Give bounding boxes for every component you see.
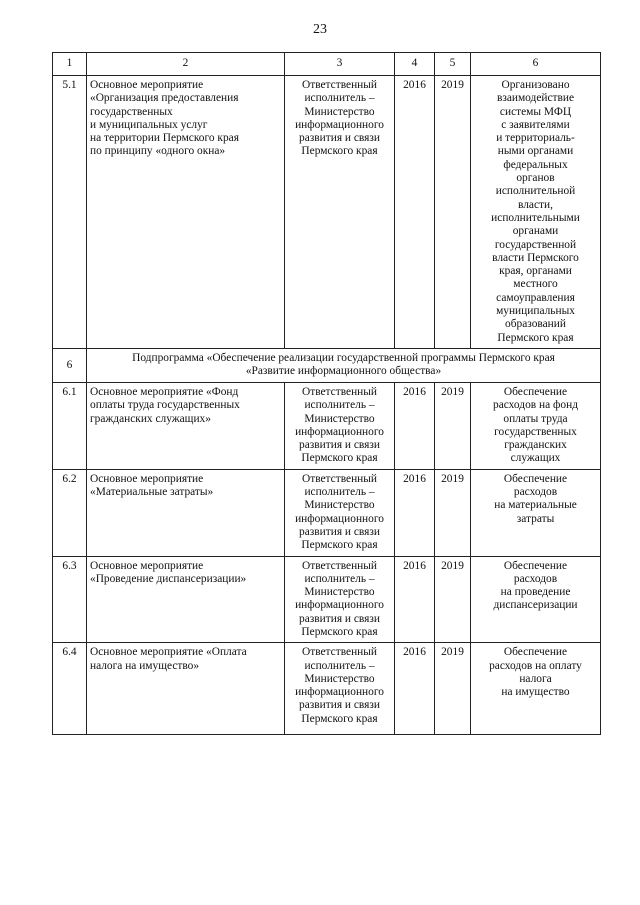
start-year: 2016 — [395, 643, 435, 735]
executor-line: исполнитель – — [304, 659, 375, 672]
start-year: 2016 — [395, 382, 435, 469]
subprogram-title-line: «Развитие информационного общества» — [245, 365, 442, 378]
header-col-4: 4 — [395, 53, 435, 76]
expected-result-line: расходов на фонд — [493, 399, 578, 412]
measure-name-line: Основное мероприятие — [90, 559, 204, 572]
measure-name-line: государственных — [90, 105, 173, 118]
page-number: 23 — [313, 22, 327, 37]
table-row — [53, 76, 601, 349]
program-table — [52, 52, 601, 735]
executor-line: Ответственный — [301, 472, 378, 485]
executor-line: Министерство — [304, 586, 375, 599]
measure-name-line: по принципу «одного окна» — [90, 145, 226, 158]
executor-line: Министерство — [304, 672, 375, 685]
expected-result-line: исполнительными — [491, 211, 580, 224]
executor-line: развития и связи — [299, 699, 380, 712]
executor-line: информационного — [295, 686, 384, 699]
executor-line: информационного — [295, 425, 384, 438]
executor-line: Министерство — [304, 499, 375, 512]
executor-line: Ответственный — [301, 385, 378, 398]
table-row — [53, 643, 601, 735]
expected-result-line: и территориаль- — [496, 132, 575, 145]
expected-result-line: оплаты труда — [503, 412, 568, 425]
expected-result-line: самоуправления — [496, 291, 575, 304]
expected-result-line: Обеспечение — [503, 385, 568, 398]
header-col-1: 1 — [53, 53, 87, 76]
executor — [285, 469, 395, 556]
expected-result-line: на имущество — [501, 686, 570, 699]
header-col-5: 5 — [435, 53, 471, 76]
expected-result — [471, 643, 601, 735]
measure-name-line: «Материальные затраты» — [90, 486, 214, 499]
measure-name-line: и муниципальных услуг — [90, 118, 208, 131]
row-number: 6.1 — [53, 382, 87, 469]
end-year: 2019 — [435, 382, 471, 469]
expected-result — [471, 469, 601, 556]
expected-result-line: Пермского края — [497, 331, 574, 344]
start-year: 2016 — [395, 469, 435, 556]
executor — [285, 643, 395, 735]
end-year: 2019 — [435, 76, 471, 349]
subprogram-number: 6 — [53, 348, 87, 382]
executor-line: Пермского края — [301, 145, 378, 158]
executor-line: развития и связи — [299, 612, 380, 625]
expected-result-line: местного — [513, 278, 558, 291]
executor-line: информационного — [295, 512, 384, 525]
row-number: 6.4 — [53, 643, 87, 735]
measure-name-line: гражданских служащих» — [90, 412, 211, 425]
measure-name — [87, 469, 285, 556]
expected-result-line: системы МФЦ — [499, 105, 572, 118]
measure-name — [87, 382, 285, 469]
executor — [285, 556, 395, 643]
executor — [285, 382, 395, 469]
measure-name-line: Основное мероприятие — [90, 472, 204, 485]
executor-line: развития и связи — [299, 525, 380, 538]
executor-line: Ответственный — [301, 559, 378, 572]
measure-name-line: на территории Пермского края — [90, 132, 239, 145]
header-row — [53, 53, 601, 76]
start-year: 2016 — [395, 76, 435, 349]
start-year: 2016 — [395, 556, 435, 643]
executor-line: Пермского края — [301, 539, 378, 552]
expected-result — [471, 76, 601, 349]
executor-line: исполнитель – — [304, 572, 375, 585]
expected-result-line: служащих — [510, 452, 561, 465]
measure-name-line: Основное мероприятие «Фонд — [90, 385, 239, 398]
expected-result-line: Организовано — [501, 79, 570, 91]
executor-line: Министерство — [304, 412, 375, 425]
expected-result-line: органами — [512, 225, 559, 238]
expected-result-line: Обеспечение — [503, 646, 568, 659]
expected-result-line: образований — [505, 318, 566, 331]
executor-line: Пермского края — [301, 625, 378, 638]
expected-result-line: на материальные — [494, 499, 577, 512]
expected-result-line: с заявителями — [501, 118, 570, 131]
measure-name-line: Основное мероприятие — [90, 79, 204, 91]
expected-result-line: исполнительной — [495, 185, 576, 198]
end-year: 2019 — [435, 643, 471, 735]
executor-line: исполнитель – — [304, 399, 375, 412]
expected-result-line: федеральных — [503, 158, 568, 171]
measure-name-line: «Проведение диспансеризации» — [90, 572, 247, 585]
expected-result — [471, 556, 601, 643]
expected-result-line: взаимодействие — [496, 92, 575, 105]
expected-result-line: расходов на оплату — [489, 659, 582, 672]
executor-line: информационного — [295, 599, 384, 612]
row-number: 6.3 — [53, 556, 87, 643]
measure-name — [87, 556, 285, 643]
expected-result-line: Обеспечение — [503, 472, 568, 485]
measure-name-line: оплаты труда государственных — [90, 399, 240, 412]
executor-line: развития и связи — [299, 132, 380, 145]
table-row — [53, 556, 601, 643]
end-year: 2019 — [435, 469, 471, 556]
expected-result-line: ными органами — [497, 145, 574, 158]
header-col-2: 2 — [87, 53, 285, 76]
expected-result-line: Обеспечение — [503, 559, 568, 572]
executor-line: исполнитель – — [304, 92, 375, 105]
executor-line: информационного — [295, 118, 384, 131]
row-number: 6.2 — [53, 469, 87, 556]
expected-result-line: гражданских — [504, 439, 567, 452]
table-row — [53, 469, 601, 556]
end-year: 2019 — [435, 556, 471, 643]
expected-result-line: государственной — [494, 238, 577, 251]
header-col-6: 6 — [471, 53, 601, 76]
executor-line: Ответственный — [301, 79, 378, 91]
measure-name-line: налога на имущество» — [90, 659, 200, 672]
executor — [285, 76, 395, 349]
expected-result-line: расходов — [513, 486, 558, 499]
measure-name — [87, 643, 285, 735]
expected-result-line: края, органами — [499, 265, 572, 278]
executor-line: Ответственный — [301, 646, 378, 659]
expected-result-line: затраты — [516, 512, 555, 525]
expected-result-line: органов — [516, 172, 555, 185]
measure-name-line: «Организация предоставления — [90, 92, 239, 105]
expected-result-line: налога — [519, 672, 552, 685]
executor-line: Пермского края — [301, 452, 378, 465]
expected-result-line: власти, — [518, 198, 553, 211]
expected-result-line: власти Пермского — [492, 251, 579, 264]
executor-line: развития и связи — [299, 439, 380, 452]
header-col-3: 3 — [285, 53, 395, 76]
expected-result-line: диспансеризации — [493, 599, 578, 612]
expected-result-line: государственных — [494, 425, 577, 438]
executor-line: Пермского края — [301, 712, 378, 725]
subprogram-title-line: Подпрограмма «Обеспечение реализации государственной программы Пермского края — [132, 351, 555, 364]
executor-line: Министерство — [304, 105, 375, 118]
measure-name-line: Основное мероприятие «Оплата — [90, 646, 247, 659]
executor-line: исполнитель – — [304, 486, 375, 499]
row-number: 5.1 — [53, 76, 87, 349]
measure-name — [87, 76, 285, 349]
expected-result — [471, 382, 601, 469]
subprogram-title — [87, 348, 601, 382]
table-row — [53, 382, 601, 469]
expected-result-line: на проведение — [500, 586, 571, 599]
expected-result-line: муниципальных — [496, 305, 575, 318]
subprogram-row — [53, 348, 601, 382]
expected-result-line: расходов — [513, 572, 558, 585]
